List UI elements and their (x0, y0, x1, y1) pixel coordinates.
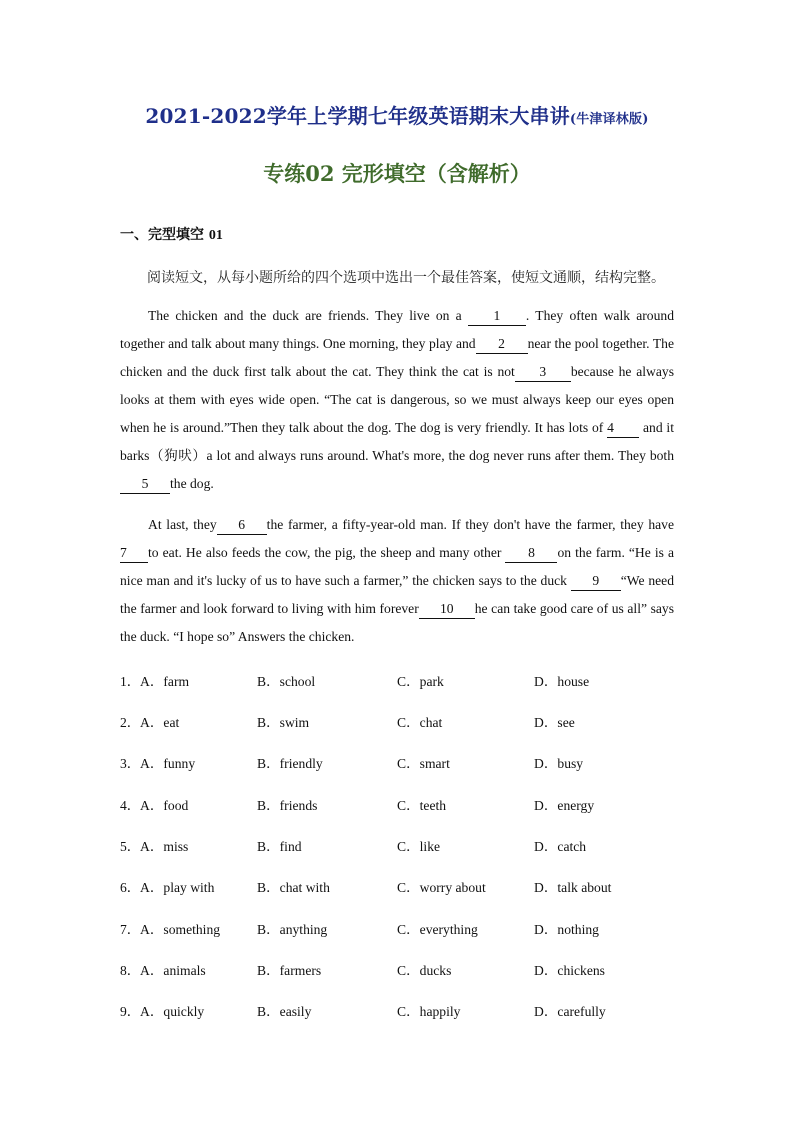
question-number: 5． (120, 839, 141, 854)
question-row (120, 1000, 680, 1020)
option-a[interactable]: A．eat (140, 715, 180, 730)
question-row (120, 918, 680, 938)
passage-text: . They often walk around together and talk about many things. One morning, they play and (120, 308, 674, 351)
passage-paragraph-1 (120, 302, 674, 498)
section-heading-number: 01 (208, 228, 223, 243)
question-row (120, 711, 680, 731)
option-a[interactable]: A．quickly (140, 1004, 205, 1019)
blank-10: 10 (419, 600, 475, 619)
blank-6: 6 (217, 516, 267, 535)
option-c[interactable]: C．everything (397, 922, 478, 937)
option-d[interactable]: D．carefully (534, 1004, 606, 1019)
option-d[interactable]: D．chickens (534, 963, 605, 978)
option-d[interactable]: D．nothing (534, 922, 599, 937)
question-row (120, 959, 680, 979)
title-edition: (牛津译林版) (569, 112, 649, 127)
passage-text: he can take good care of us all” says the duck. “I hope so” Answers the chicken. (120, 601, 675, 644)
option-b[interactable]: B．farmers (257, 963, 322, 978)
passage-paragraph-2 (120, 511, 674, 651)
title-main: 2021-2022学年上学期七年级英语期末大串讲 (145, 104, 570, 128)
passage-text: on the farm. “He is a nice man and it's lucky of us to have such a farmer,” the chicken says to the duck (120, 545, 674, 588)
question-number: 6． (120, 880, 141, 895)
passage-text: “We need the farmer and look forward to living with him forever (120, 573, 674, 616)
option-a[interactable]: A．play with (140, 880, 215, 895)
section-heading-text: 一、完型填空 (120, 227, 209, 243)
blank-5: 5 (120, 475, 170, 494)
option-c[interactable]: C．chat (397, 715, 443, 730)
option-b[interactable]: B．chat with (257, 880, 330, 895)
question-row (120, 794, 680, 814)
question-number: 1． (120, 674, 141, 689)
question-number: 2． (120, 715, 141, 730)
option-b[interactable]: B．easily (257, 1004, 312, 1019)
question-row (120, 752, 680, 772)
blank-3: 3 (515, 363, 571, 382)
passage-text: the farmer, a fifty-year-old man. If they don't have the farmer, they have (266, 517, 674, 532)
page-title (0, 100, 794, 129)
option-b[interactable]: B．friendly (257, 756, 323, 771)
question-row (120, 670, 680, 690)
option-b[interactable]: B．anything (257, 922, 328, 937)
blank-7: 7 (120, 544, 148, 563)
page-subtitle: 专练02 完形填空（含解析） (263, 161, 531, 186)
option-c[interactable]: C．worry about (397, 880, 486, 895)
blank-8: 8 (505, 544, 557, 563)
option-a[interactable]: A．funny (140, 756, 196, 771)
option-a[interactable]: A．something (140, 922, 221, 937)
option-d[interactable]: D．house (534, 674, 590, 689)
option-a[interactable]: A．miss (140, 839, 189, 854)
passage-text: because he always looks at them with eyes wide open. “The cat is dangerous, so we must always keep our eyes open when he is around.”Then they talk about the dog. The dog is very friendly. It has lots of (120, 364, 674, 435)
option-a[interactable]: A．food (140, 798, 189, 813)
passage-text: to eat. He also feeds the cow, the pig, the sheep and many other (148, 545, 506, 560)
option-d[interactable]: D．catch (534, 839, 587, 854)
option-c[interactable]: C．ducks (397, 963, 452, 978)
question-number: 8． (120, 963, 141, 978)
question-number: 9． (120, 1004, 141, 1019)
option-b[interactable]: B．school (257, 674, 316, 689)
option-b[interactable]: B．find (257, 839, 302, 854)
option-c[interactable]: C．teeth (397, 798, 447, 813)
option-d[interactable]: D．talk about (534, 880, 612, 895)
question-number: 4． (120, 798, 141, 813)
option-c[interactable]: C．smart (397, 756, 450, 771)
option-b[interactable]: B．swim (257, 715, 310, 730)
question-number: 3． (120, 756, 141, 771)
question-row (120, 876, 680, 896)
option-c[interactable]: C．happily (397, 1004, 461, 1019)
passage-text: and it barks（狗吠）a lot and always runs around. What's more, the dog never runs after them. They both (120, 420, 674, 463)
option-d[interactable]: D．busy (534, 756, 584, 771)
passage-text: At last, they (148, 517, 217, 532)
blank-4: 4 (607, 419, 639, 438)
section-heading (120, 224, 223, 244)
option-d[interactable]: D．see (534, 715, 575, 730)
blank-9: 9 (571, 572, 621, 591)
passage-text: near the pool together. The chicken and the duck first talk about the cat. They think the cat is not (120, 336, 674, 379)
passage-text: the dog. (170, 476, 214, 491)
instruction-text: 阅读短文，从每小题所给的四个选项中选出一个最佳答案，使短文通顺，结构完整。 (147, 270, 665, 286)
option-a[interactable]: A．animals (140, 963, 206, 978)
question-number: 7． (120, 922, 141, 937)
passage-text: The chicken and the duck are friends. They live on a (148, 308, 468, 323)
option-d[interactable]: D．energy (534, 798, 595, 813)
blank-1: 1 (468, 307, 526, 326)
option-c[interactable]: C．park (397, 674, 444, 689)
option-c[interactable]: C．like (397, 839, 441, 854)
question-row (120, 835, 680, 855)
option-b[interactable]: B．friends (257, 798, 318, 813)
blank-2: 2 (476, 335, 528, 354)
option-a[interactable]: A．farm (140, 674, 190, 689)
